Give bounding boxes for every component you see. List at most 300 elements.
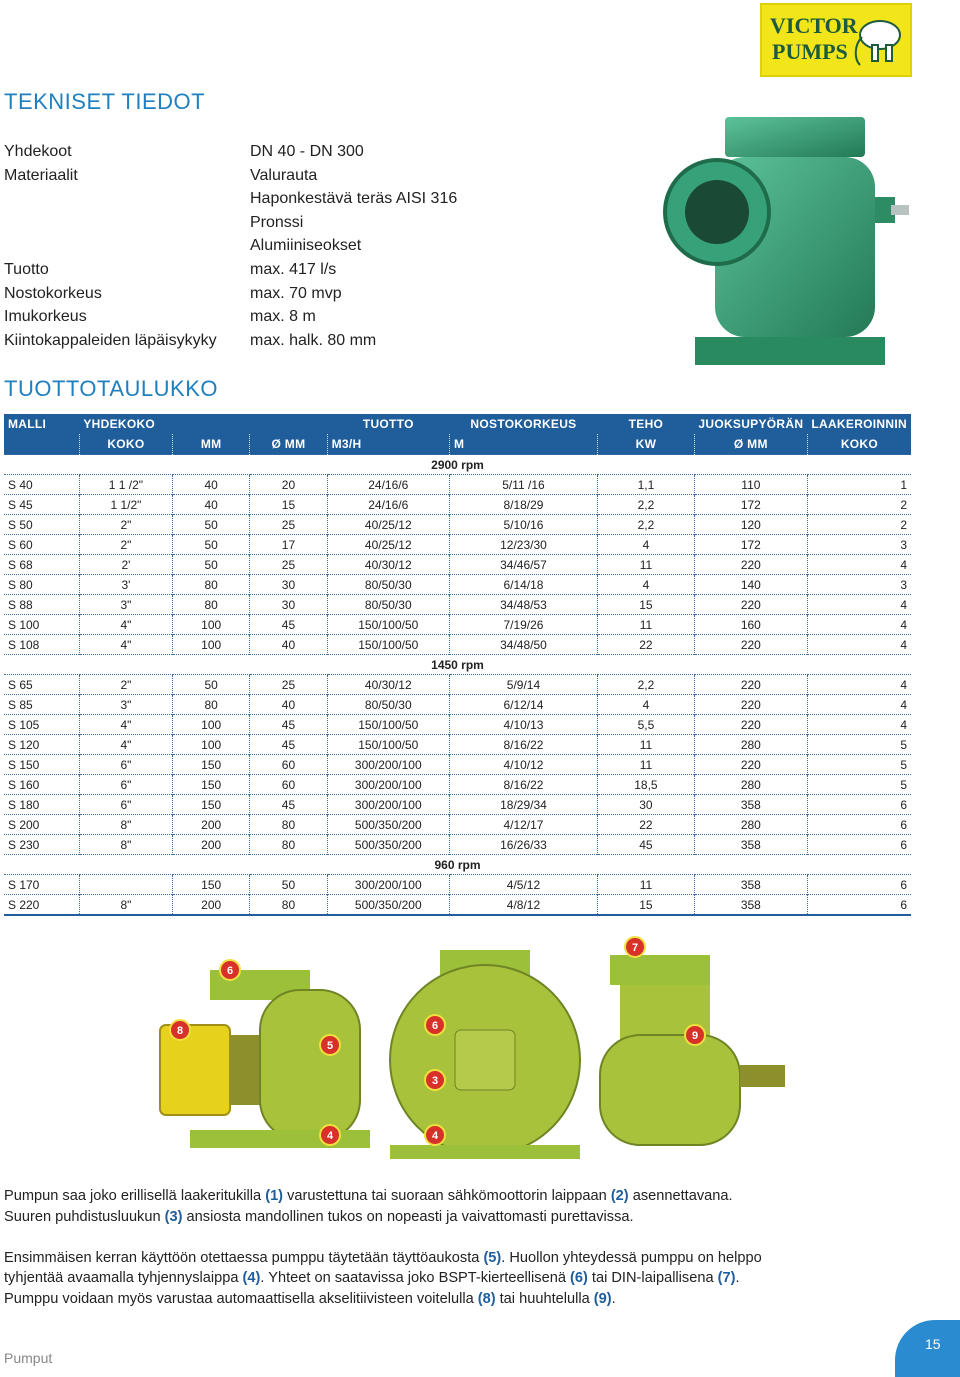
- table-cell: 45: [250, 735, 327, 755]
- table-cell: 220: [694, 635, 807, 655]
- elephant-icon: [856, 21, 900, 65]
- table-cell: 30: [250, 595, 327, 615]
- paragraph-text: asennettavana.: [628, 1188, 733, 1204]
- table-cell: 358: [694, 895, 807, 916]
- table-cell: 3: [807, 575, 911, 595]
- table-row: [4, 695, 911, 715]
- paragraph-text: .: [611, 1291, 616, 1307]
- table-cell: S 200: [4, 815, 79, 835]
- table-cell: 4: [597, 695, 694, 715]
- table-cell: 34/48/50: [449, 635, 597, 655]
- callout-marker: [685, 1025, 705, 1045]
- paragraph-text: Pumppu voidaan myös varustaa automaattisella akselitiivisteen voitelulla: [4, 1291, 478, 1307]
- table-cell: 220: [694, 675, 807, 695]
- table-row: [4, 875, 911, 895]
- table-cell: 4: [807, 715, 911, 735]
- cleaning-hatch: [455, 1030, 515, 1090]
- table-row: [4, 755, 911, 775]
- table-cell: 40: [250, 695, 327, 715]
- header-sub-cell: KOKO: [807, 434, 911, 455]
- callout-marker: [320, 1125, 340, 1145]
- spec-row: [4, 187, 457, 211]
- table-cell: S 108: [4, 635, 79, 655]
- table-cell: 80/50/30: [327, 695, 449, 715]
- section-title-table: TUOTTOTAULUKKO: [4, 376, 218, 401]
- table-cell: 4: [807, 615, 911, 635]
- table-cell: 40: [173, 495, 250, 515]
- table-cell: S 80: [4, 575, 79, 595]
- callout-number: 3: [431, 1075, 439, 1087]
- table-cell: 24/16/6: [327, 495, 449, 515]
- table-cell: 12/23/30: [449, 535, 597, 555]
- reference-number: (2): [610, 1188, 629, 1204]
- table-cell: 11: [597, 555, 694, 575]
- header-top-cell: LAAKEROINNIN: [807, 414, 911, 434]
- table-cell: 50: [173, 555, 250, 575]
- header-top-cell: TEHO: [597, 414, 694, 434]
- paragraph: [4, 1248, 944, 1269]
- illus-a-body: [260, 990, 360, 1140]
- table-row: [4, 635, 911, 655]
- table-cell: 3": [79, 595, 172, 615]
- table-cell: 4: [807, 675, 911, 695]
- table-cell: 60: [250, 775, 327, 795]
- table-cell: 6: [807, 875, 911, 895]
- table-row: [4, 795, 911, 815]
- table-cell: 80: [173, 695, 250, 715]
- table-cell: 4: [807, 555, 911, 575]
- table-cell: 4: [807, 635, 911, 655]
- performance-table: [4, 414, 911, 916]
- table-cell: S 65: [4, 675, 79, 695]
- table-cell: 6": [79, 775, 172, 795]
- reference-number: (5): [483, 1250, 502, 1266]
- pump-shaft: [891, 205, 909, 215]
- table-cell: 6/12/14: [449, 695, 597, 715]
- table-cell: 5/9/14: [449, 675, 597, 695]
- callout-number: 4: [326, 1130, 334, 1142]
- spec-list: [4, 140, 457, 352]
- spec-row: [4, 258, 457, 282]
- table-cell: 40: [250, 635, 327, 655]
- table-cell: 30: [597, 795, 694, 815]
- table-cell: S 50: [4, 515, 79, 535]
- table-row: [4, 535, 911, 555]
- table-cell: S 68: [4, 555, 79, 575]
- table-cell: 2": [79, 535, 172, 555]
- rpm-label: 960 rpm: [4, 855, 911, 875]
- table-cell: 40/25/12: [327, 515, 449, 535]
- spec-row: [4, 305, 457, 329]
- table-cell: 34/48/53: [449, 595, 597, 615]
- table-row: [4, 715, 911, 735]
- table-cell: 4: [597, 535, 694, 555]
- table-cell: 20: [250, 475, 327, 495]
- table-cell: 100: [173, 715, 250, 735]
- table-cell: 220: [694, 555, 807, 575]
- table-cell: 150: [173, 875, 250, 895]
- table-cell: 5/10/16: [449, 515, 597, 535]
- table-row: [4, 775, 911, 795]
- table-cell: 150: [173, 775, 250, 795]
- callout-marker: [625, 937, 645, 957]
- table-cell: 200: [173, 815, 250, 835]
- motor-body: [160, 1025, 230, 1115]
- callout-marker: [220, 960, 240, 980]
- table-cell: 4": [79, 635, 172, 655]
- table-cell: 140: [694, 575, 807, 595]
- paragraph-text: Suuren puhdistusluukun: [4, 1209, 165, 1225]
- header-top-cell: [173, 414, 250, 434]
- table-cell: 40/30/12: [327, 675, 449, 695]
- table-cell: 11: [597, 875, 694, 895]
- table-cell: 2": [79, 515, 172, 535]
- table-cell: 500/350/200: [327, 815, 449, 835]
- header-top-cell: TUOTTO: [327, 414, 449, 434]
- table-cell: S 170: [4, 875, 79, 895]
- spec-label: Yhdekoot: [4, 143, 72, 160]
- table-cell: 4/12/17: [449, 815, 597, 835]
- table-cell: 358: [694, 835, 807, 855]
- table-cell: 150/100/50: [327, 635, 449, 655]
- table-row: [4, 835, 911, 855]
- footer-label: Pumput: [4, 1350, 53, 1366]
- table-cell: S 60: [4, 535, 79, 555]
- table-cell: 4/10/13: [449, 715, 597, 735]
- paragraph: [4, 1186, 944, 1207]
- table-cell: 15: [250, 495, 327, 515]
- header-top-cell: MALLI: [4, 414, 79, 434]
- header-sub-cell: MM: [173, 434, 250, 455]
- page-number-badge: [895, 1320, 960, 1377]
- illus-a-base: [190, 1130, 370, 1148]
- reference-number: (1): [265, 1188, 284, 1204]
- table-row: [4, 495, 911, 515]
- pump-illustrations: [150, 935, 790, 1165]
- table-cell: 8/18/29: [449, 495, 597, 515]
- table-cell: 80: [250, 895, 327, 916]
- table-cell: 8": [79, 895, 172, 916]
- header-sub-cell: [4, 434, 79, 455]
- table-cell: 80/50/30: [327, 595, 449, 615]
- table-cell: 60: [250, 755, 327, 775]
- table-cell: 25: [250, 515, 327, 535]
- table-cell: 4": [79, 735, 172, 755]
- header-sub-cell: Ø MM: [250, 434, 327, 455]
- table-row: [4, 475, 911, 495]
- table-cell: 40: [173, 475, 250, 495]
- table-cell: 8": [79, 815, 172, 835]
- table-cell: 500/350/200: [327, 895, 449, 916]
- rpm-label: 1450 rpm: [4, 655, 911, 675]
- table-cell: 5: [807, 775, 911, 795]
- illustration-side: [600, 955, 785, 1145]
- rpm-label: 2900 rpm: [4, 455, 911, 475]
- table-cell: 18/29/34: [449, 795, 597, 815]
- logo-line1: VICTOR: [770, 13, 858, 38]
- table-cell: 160: [694, 615, 807, 635]
- rpm-row: [4, 455, 911, 475]
- table-cell: 3": [79, 695, 172, 715]
- table-cell: 2: [807, 515, 911, 535]
- table-cell: 22: [597, 635, 694, 655]
- header-top-cell: JUOKSUPYÖRÄN: [694, 414, 807, 434]
- table-cell: 200: [173, 835, 250, 855]
- table-cell: 280: [694, 815, 807, 835]
- spec-value: DN 40 - DN 300: [250, 143, 364, 160]
- table-cell: S 220: [4, 895, 79, 916]
- table-cell: 300/200/100: [327, 755, 449, 775]
- page-number: 15: [925, 1336, 941, 1352]
- table-cell: 110: [694, 475, 807, 495]
- table-cell: S 85: [4, 695, 79, 715]
- table-cell: S 180: [4, 795, 79, 815]
- table-cell: 11: [597, 615, 694, 635]
- table-cell: 172: [694, 495, 807, 515]
- pump-photo: [655, 112, 915, 374]
- spec-value: Valurauta: [250, 166, 318, 184]
- table-cell: 8/16/22: [449, 775, 597, 795]
- illustration-front: [390, 950, 580, 1159]
- paragraph-text: .: [735, 1270, 740, 1286]
- table-cell: 1 1/2": [79, 495, 172, 515]
- table-cell: 358: [694, 795, 807, 815]
- spec-value: Alumiiniseokset: [250, 237, 362, 255]
- illus-c-top: [610, 955, 710, 985]
- table-row: [4, 815, 911, 835]
- spec-value: max. 8 m: [250, 308, 316, 326]
- table-cell: 1: [807, 475, 911, 495]
- illus-b-base: [390, 1145, 580, 1159]
- table-cell: 220: [694, 595, 807, 615]
- table-cell: 30: [250, 575, 327, 595]
- table-cell: 300/200/100: [327, 775, 449, 795]
- table-cell: 150: [173, 755, 250, 775]
- paragraph: [4, 1268, 944, 1289]
- spec-label: [4, 211, 250, 235]
- callout-marker: [320, 1035, 340, 1055]
- table-cell: 4": [79, 715, 172, 735]
- table-cell: 100: [173, 735, 250, 755]
- table-cell: S 100: [4, 615, 79, 635]
- table-cell: 4/5/12: [449, 875, 597, 895]
- callout-marker: [425, 1015, 445, 1035]
- table-cell: 220: [694, 715, 807, 735]
- paragraph-text: . Huollon yhteydessä pumppu on helppo: [501, 1250, 762, 1266]
- callout-marker: [425, 1070, 445, 1090]
- table-cell: S 120: [4, 735, 79, 755]
- table-cell: 500/350/200: [327, 835, 449, 855]
- callout-number: 6: [226, 965, 234, 977]
- paragraph-text: tyhjentää avaamalla tyhjennyslaippa: [4, 1270, 243, 1286]
- table-cell: 200: [173, 895, 250, 916]
- table-cell: 150: [173, 795, 250, 815]
- table-cell: 150/100/50: [327, 715, 449, 735]
- header-sub-cell: KOKO: [79, 434, 172, 455]
- table-cell: 11: [597, 735, 694, 755]
- table-cell: S 160: [4, 775, 79, 795]
- table-cell: 4: [597, 575, 694, 595]
- header-sub-cell: M3/H: [327, 434, 449, 455]
- reference-number: (3): [164, 1209, 183, 1225]
- pump-inlet-opening: [685, 180, 749, 244]
- table-cell: 50: [173, 675, 250, 695]
- table-cell: 5: [807, 735, 911, 755]
- callout-marker: [425, 1125, 445, 1145]
- reference-number: (9): [593, 1291, 612, 1307]
- spec-row: [4, 140, 457, 164]
- table-cell: 45: [250, 615, 327, 635]
- table-cell: [79, 875, 172, 895]
- table-cell: 45: [250, 715, 327, 735]
- header-top-cell: [250, 414, 327, 434]
- spec-label: [4, 187, 250, 211]
- victor-pumps-logo: [760, 3, 912, 77]
- pump-base: [695, 337, 885, 365]
- table-cell: 300/200/100: [327, 795, 449, 815]
- callout-number: 6: [431, 1020, 439, 1032]
- spec-value: Pronssi: [250, 213, 304, 231]
- table-cell: 7/19/26: [449, 615, 597, 635]
- paragraph-text: . Yhteet on saatavissa joko BSPT-kierteellisenä: [260, 1270, 570, 1286]
- spec-label: Kiintokappaleiden läpäisykyky: [4, 331, 217, 349]
- table-cell: 6/14/18: [449, 575, 597, 595]
- pump-top-flange: [725, 117, 865, 157]
- table-cell: S 45: [4, 495, 79, 515]
- spec-row: [4, 282, 457, 306]
- table-cell: 45: [250, 795, 327, 815]
- spec-label: [4, 234, 250, 258]
- spec-row: [4, 211, 457, 235]
- reference-number: (8): [477, 1291, 496, 1307]
- table-cell: 280: [694, 775, 807, 795]
- table-cell: 15: [597, 895, 694, 916]
- table-cell: 5: [807, 755, 911, 775]
- table-cell: 3: [807, 535, 911, 555]
- spec-row: [4, 164, 457, 188]
- table-cell: S 105: [4, 715, 79, 735]
- table-cell: 2": [79, 675, 172, 695]
- table-cell: 80: [173, 595, 250, 615]
- table-row: [4, 555, 911, 575]
- paragraph-text: tai DIN-laipallisena: [587, 1270, 718, 1286]
- table-cell: 6: [807, 815, 911, 835]
- table-cell: 150/100/50: [327, 615, 449, 635]
- table-cell: 300/200/100: [327, 875, 449, 895]
- paragraph-text: Pumpun saa joko erillisellä laakeritukilla: [4, 1188, 266, 1204]
- header-sub-cell: KW: [597, 434, 694, 455]
- table-cell: S 88: [4, 595, 79, 615]
- table-cell: 11: [597, 755, 694, 775]
- table-cell: 8/16/22: [449, 735, 597, 755]
- table-cell: 50: [250, 875, 327, 895]
- table-cell: 45: [597, 835, 694, 855]
- callout-number: 7: [631, 942, 639, 954]
- reference-number: (6): [570, 1270, 588, 1286]
- header-top-cell: YHDEKOKO: [79, 414, 172, 434]
- logo-line2: PUMPS: [772, 39, 848, 64]
- table-cell: S 230: [4, 835, 79, 855]
- table-cell: 2': [79, 555, 172, 575]
- table-cell: 80: [173, 575, 250, 595]
- table-cell: 4/10/12: [449, 755, 597, 775]
- paragraph-text: varustettuna tai suoraan sähkömoottorin laippaan: [283, 1188, 611, 1204]
- spec-value: max. halk. 80 mm: [250, 331, 377, 349]
- spec-label: Nostokorkeus: [4, 284, 102, 302]
- table-cell: 22: [597, 815, 694, 835]
- table-cell: 2,2: [597, 495, 694, 515]
- table-cell: 220: [694, 755, 807, 775]
- spec-label: Materiaalit: [4, 166, 78, 184]
- header-sub-cell: Ø MM: [694, 434, 807, 455]
- spec-value: max. 70 mvp: [250, 284, 342, 302]
- table-cell: 5,5: [597, 715, 694, 735]
- table-cell: 50: [173, 515, 250, 535]
- illustration-motor-pump: [160, 970, 370, 1148]
- paragraph-text: tai huuhtelulla: [495, 1291, 594, 1307]
- table-cell: 358: [694, 875, 807, 895]
- table-cell: S 150: [4, 755, 79, 775]
- section-title-tech: TEKNISET TIEDOT: [4, 89, 206, 114]
- table-cell: 100: [173, 615, 250, 635]
- table-cell: 24/16/6: [327, 475, 449, 495]
- table-cell: 15: [597, 595, 694, 615]
- rpm-row: [4, 655, 911, 675]
- table-cell: 1,1: [597, 475, 694, 495]
- spec-label: Tuotto: [4, 260, 49, 278]
- table-cell: 18,5: [597, 775, 694, 795]
- table-row: [4, 515, 911, 535]
- table-cell: 80: [250, 815, 327, 835]
- paragraph: [4, 1207, 944, 1228]
- header-sub-cell: M: [449, 434, 597, 455]
- table-cell: 1 1 /2": [79, 475, 172, 495]
- spec-label: Imukorkeus: [4, 308, 87, 326]
- table-cell: 100: [173, 635, 250, 655]
- table-cell: 3': [79, 575, 172, 595]
- callout-number: 8: [176, 1025, 184, 1037]
- table-cell: 4/8/12: [449, 895, 597, 916]
- table-cell: 40/25/12: [327, 535, 449, 555]
- spec-row: [4, 234, 457, 258]
- table-cell: 25: [250, 675, 327, 695]
- table-cell: S 40: [4, 475, 79, 495]
- table-cell: 2,2: [597, 515, 694, 535]
- table-cell: 6: [807, 895, 911, 916]
- paragraph-text: Ensimmäisen kerran käyttöön otettaessa pumppu täytetään täyttöaukosta: [4, 1250, 484, 1266]
- table-row: [4, 575, 911, 595]
- header-top-cell: NOSTOKORKEUS: [449, 414, 597, 434]
- table-row: [4, 735, 911, 755]
- table-cell: 5/11 /16: [449, 475, 597, 495]
- table-cell: 6: [807, 795, 911, 815]
- reference-number: (7): [717, 1270, 736, 1286]
- table-cell: 120: [694, 515, 807, 535]
- table-cell: 8": [79, 835, 172, 855]
- table-cell: 25: [250, 555, 327, 575]
- table-cell: 50: [173, 535, 250, 555]
- table-cell: 6": [79, 795, 172, 815]
- table-cell: 4": [79, 615, 172, 635]
- table-row: [4, 595, 911, 615]
- table-cell: 34/46/57: [449, 555, 597, 575]
- callout-number: 4: [431, 1130, 439, 1142]
- callout-marker: [170, 1020, 190, 1040]
- callout-number: 5: [326, 1040, 334, 1052]
- table-cell: 17: [250, 535, 327, 555]
- paragraph: [4, 1289, 944, 1310]
- illus-c-body: [600, 1035, 740, 1145]
